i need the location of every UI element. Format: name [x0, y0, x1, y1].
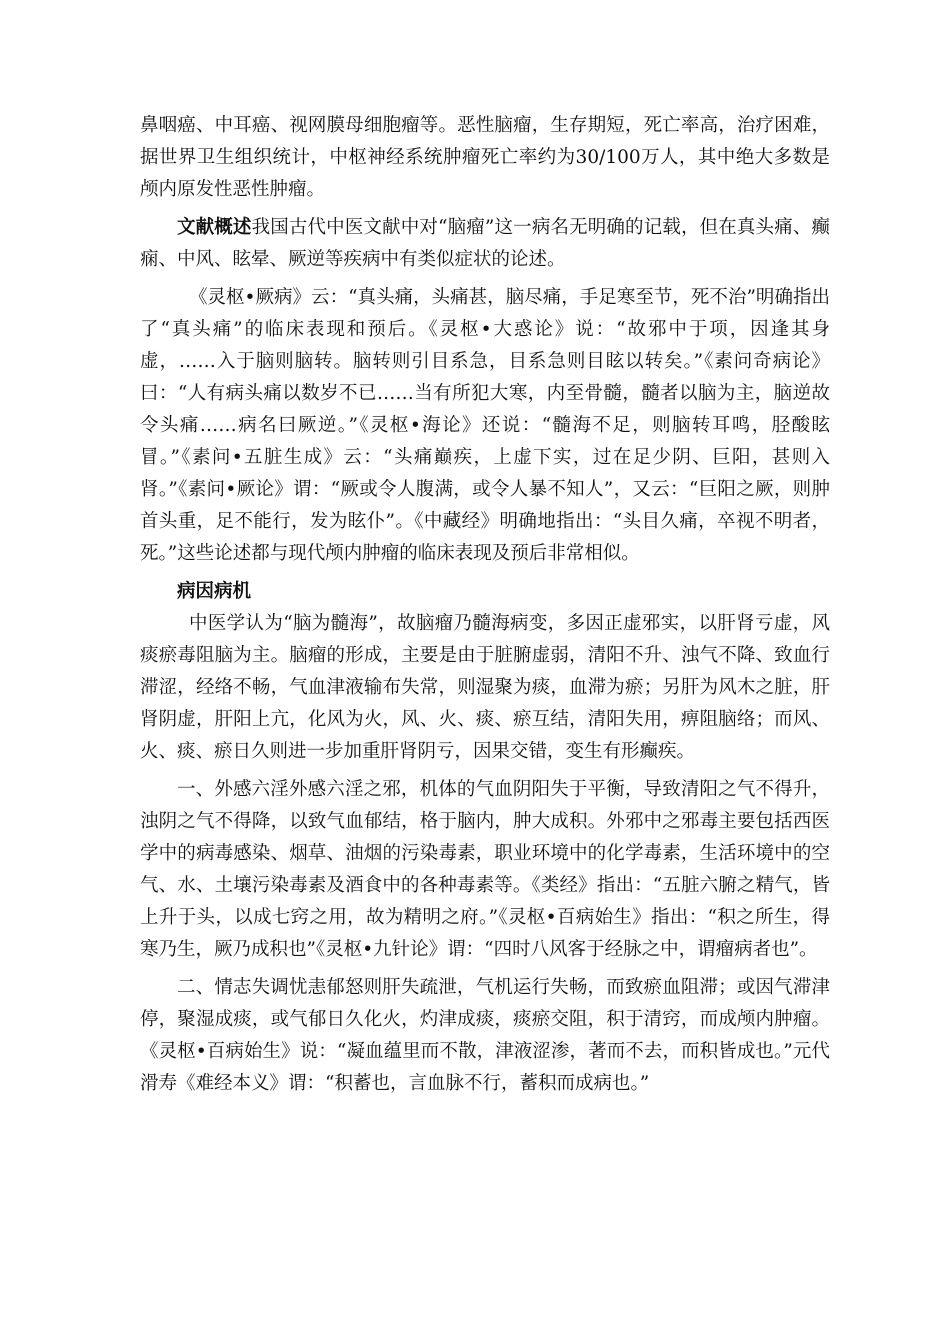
paragraph-etiology: 中医学认为“脑为髓海”，故脑瘤乃髓海病变，多因正虚邪实，以肝肾亏虚，风痰瘀毒阻脑为主。脑瘤的形成，主要是由于脏腑虚弱，清阳不升、浊气不降、致血行滞涩，经络不畅，气血津液输布失常，则湿聚为痰，血滞为瘀；另肝为风木之脏，肝肾阴虚，肝阳上亢，化风为火，风、火、痰、瘀互结，清阳失用，痹阻脑络；而风、火、痰、瘀日久则进一步加重肝肾阴亏，因果交错，变生有形癫疾。 [140, 613, 830, 762]
inline-heading-literature: 文献概述 [177, 217, 252, 238]
section-heading-etiology: 病因病机 [177, 581, 252, 602]
document-page [140, 110, 830, 1100]
paragraph-emotional-disorders: 二、情志失调忧恚郁怒则肝失疏泄，气机运行失畅，而致瘀血阻滞；或因气滞津停，聚湿成痰，或气郁日久化火，灼津成痰，痰瘀交阻，积于清窍，而成颅内肿瘤。《灵枢•百病始生》说：“凝血蕴里而不散，津液涩渗，著而不去，而积皆成也。”元代滑寿《难经本义》谓：“积蓄也，言血脉不行，蓄积而成病也。” [140, 977, 830, 1094]
paragraph-intro-continuation: 鼻咽癌、中耳癌、视网膜母细胞瘤等。恶性脑瘤，生存期短，死亡率高，治疗困难，据世界卫生组织统计，中枢神经系统肿瘤死亡率约为30/100万人，其中绝大多数是颅内原发性恶性肿瘤。 [140, 115, 830, 200]
paragraph-literature-overview [140, 212, 830, 276]
literature-overview-text: 我国古代中医文献中对“脑瘤”这一病名无明确的记载，但在真头痛、癫痫、中风、眩晕、厥逆等疾病中有类似症状的论述。 [140, 217, 830, 270]
paragraph-classical-quotes: 《灵枢•厥病》云：“真头痛，头痛甚，脑尽痛，手足寒至节，死不治”明确指出了“真头痛”的临床表现和预后。《灵枢•大惑论》说：“故邪中于项，因逢其身虚，……入于脑则脑转。脑转则引目系急，目系急则目眩以转矣。”《素问奇病论》曰：“人有病头痛以数岁不已……当有所犯大寒，内至骨髓，髓者以脑为主，脑逆故令头痛……病名曰厥逆。”《灵枢•海论》还说：“髓海不足，则脑转耳鸣，胫酸眩冒。”《素问•五脏生成》云：“头痛巅疾，上虚下实，过在足少阴、巨阳，甚则入肾。”《素问•厥论》谓：“厥或令人腹满，或令人暴不知人”，又云：“巨阳之厥，则肿首头重，足不能行，发为眩仆”。《中藏经》明确地指出：“头目久痛，卒视不明者，死。”这些论述都与现代颅内肿瘤的临床表现及预后非常相似。 [140, 287, 830, 564]
paragraph-external-pathogens: 一、外感六淫外感六淫之邪，机体的气血阴阳失于平衡，导致清阳之气不得升，浊阴之气不得降，以致气血郁结，格于脑内，肿大成积。外邪中之邪毒主要包括西医学中的病毒感染、烟草、油烟的污染毒素，职业环境中的化学毒素，生活环境中的空气、水、土壤污染毒素及酒食中的各种毒素等。《类经》指出：“五脏六腑之精气，皆上升于头，以成七窍之用，故为精明之府。”《灵枢•百病始生》指出：“积之所生，得寒乃生，厥乃成积也”《灵枢•九针论》谓：“四时八风客于经脉之中，谓瘤病者也”。 [140, 779, 830, 960]
